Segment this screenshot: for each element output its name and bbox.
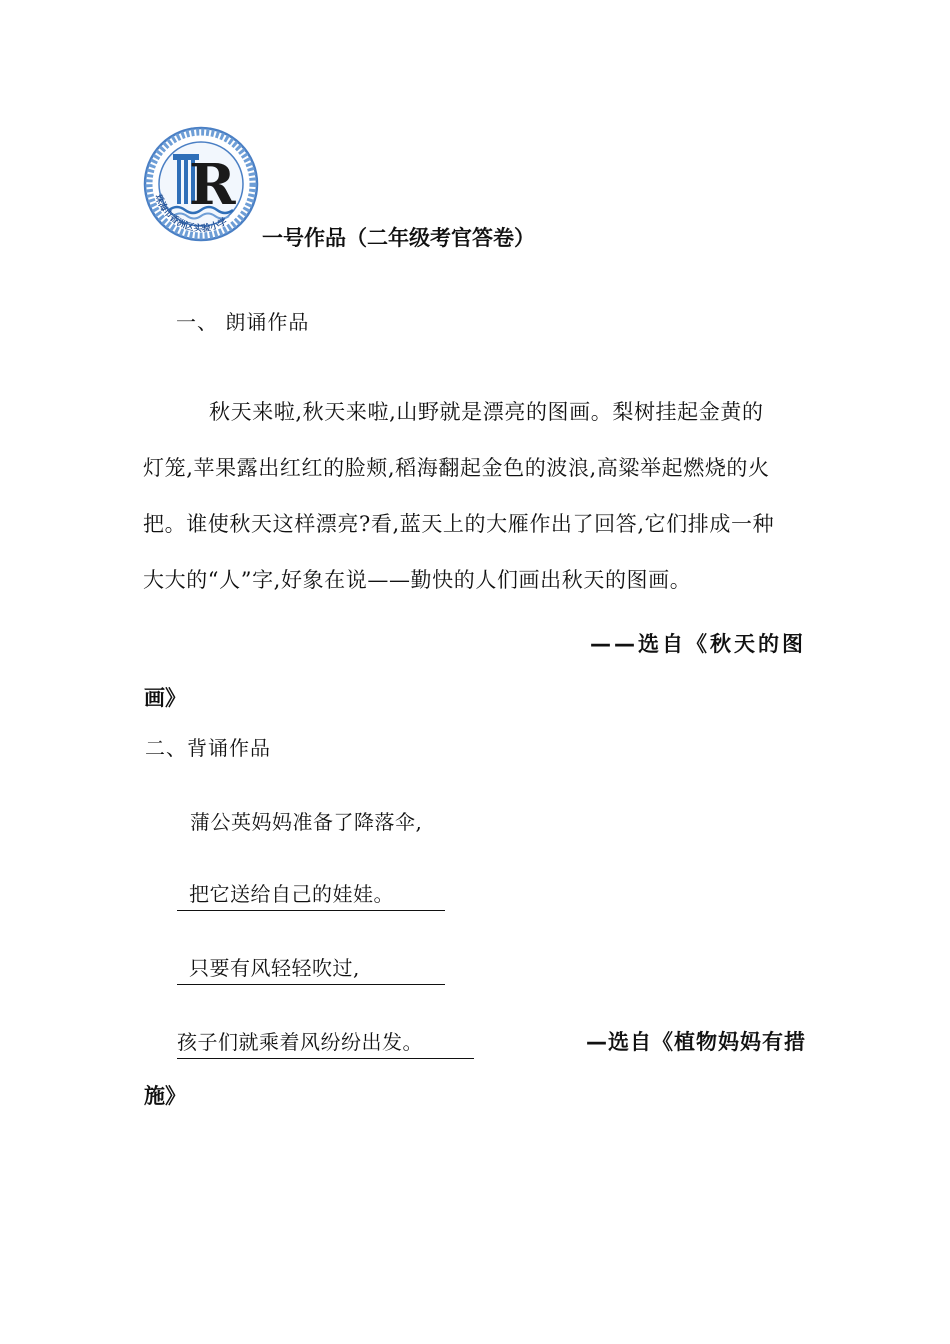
section-heading-recitation: 一、 朗诵作品 — [176, 310, 310, 334]
poem-line: 把它送给自己的娃娃。 — [177, 880, 445, 911]
passage-line: 灯笼,苹果露出红红的脸颊,稻海翻起金色的波浪,高粱举起燃烧的火 — [143, 456, 770, 480]
source-citation-continued: 画》 — [144, 686, 186, 710]
poem-line: 孩子们就乘着风纷纷出发。 — [177, 1028, 474, 1059]
school-emblem-icon — [143, 126, 259, 242]
passage-line: 大大的“人”字,好象在说——勤快的人们画出秋天的图画。 — [143, 568, 692, 592]
source-citation-continued: 施》 — [144, 1084, 186, 1108]
page-title: 一号作品（二年级考官答卷） — [262, 226, 535, 250]
source-citation: ——选自《秋天的图 — [590, 632, 806, 656]
section-heading-memorization: 二、背诵作品 — [145, 736, 271, 760]
emblem-letter: R — [189, 152, 236, 218]
passage-line: 秋天来啦,秋天来啦,山野就是漂亮的图画。梨树挂起金黄的 — [209, 400, 764, 424]
poem-line: 只要有风轻轻吹过, — [177, 954, 445, 985]
recitation-passage — [143, 384, 807, 608]
source-citation: —选自《植物妈妈有措 — [586, 1030, 806, 1054]
passage-line: 把。谁使秋天这样漂亮?看,蓝天上的大雁作出了回答,它们排成一种 — [143, 512, 775, 536]
poem-line: 蒲公英妈妈准备了降落伞, — [190, 810, 423, 834]
emblem-ring-text: 珠海市香洲区实验小学 — [152, 193, 230, 235]
